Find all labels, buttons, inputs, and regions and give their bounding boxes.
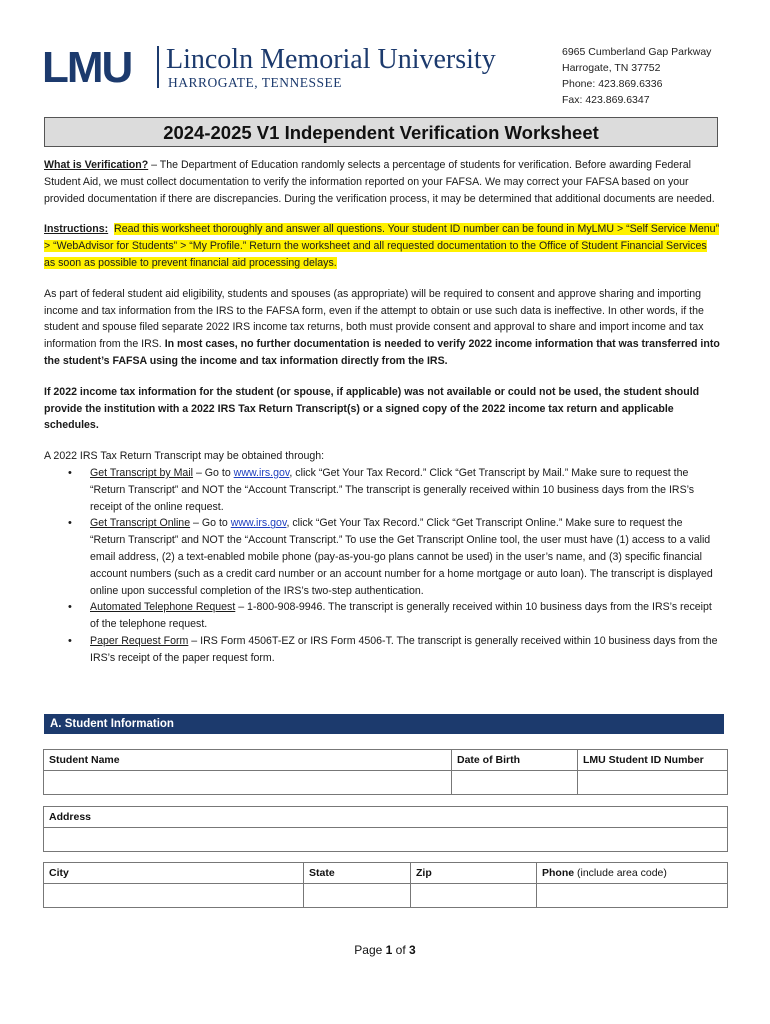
telephone-option-text: – 1-800-908-9946. The transcript is generally received within 10 business days from the IRS’s receipt of the telephone request. [90, 601, 712, 631]
online-option-text: , click “Get Your Tax Record.” Click “Get Transcript Online.” Make sure to request the “Return Transcript” and NOT the “Account Transcript.” To use the Get Transcript Online tool, the user must have (1) access to a valid email address, (2) a text-enabled mobile phone (pay-as-you-go plans cannot be used) in the user’s name, and (3) specific financial account numbers (such as a credit card number or an account number for a home mortgage or auto loan). The transcript is displayed online upon successful completion of the IRS’s two-step authentication. [90, 517, 713, 597]
instructions-label: Instructions: [44, 223, 109, 236]
list-item [90, 599, 720, 633]
verification-text: – The Department of Education randomly selects a percentage of students for verification. Before awarding Federal Student Aid, we must collect documentation to verify the information reported on your FAFSA. We may correct your FAFSA based on your provided documentation if there are discrepancies. During the verification process, it may be determined that additional documents are needed. [44, 159, 715, 205]
city-state-table [43, 862, 728, 908]
verification-label: What is Verification? [44, 159, 149, 171]
phone-label-text: Phone [542, 867, 575, 879]
address-label: Address [44, 807, 728, 828]
state-field[interactable] [304, 884, 411, 908]
paper-option-text: – IRS Form 4506T-EZ or IRS Form 4506-T. The transcript is generally received within 10 business days from the IRS’s receipt of the paper request form. [90, 634, 718, 664]
student-id-field[interactable] [578, 771, 728, 795]
transcript-intro: A 2022 IRS Tax Return Transcript may be obtained through: [44, 450, 325, 463]
zip-label: Zip [411, 863, 537, 884]
phone-number: Phone: 423.869.6336 [562, 78, 663, 90]
city-label: City [44, 863, 304, 884]
letterhead [42, 40, 732, 110]
student-id-label: LMU Student ID Number [578, 750, 728, 771]
fax-number: Fax: 423.869.6347 [562, 94, 650, 106]
student-name-table [43, 749, 728, 795]
page-of: of [392, 943, 410, 957]
worksheet-title: 2024-2025 V1 Independent Verification Worksheet [44, 117, 718, 147]
phone-label-note: (include area code) [574, 867, 667, 879]
worksheet-body [44, 157, 720, 667]
address-line-1: 6965 Cumberland Gap Parkway [562, 46, 712, 58]
online-goto-text: – Go to [190, 517, 231, 530]
date-of-birth-field[interactable] [452, 771, 578, 795]
address-line-2: Harrogate, TN 37752 [562, 62, 661, 74]
city-field[interactable] [44, 884, 304, 908]
mail-goto-text: – Go to [193, 466, 234, 479]
irs-gov-link[interactable]: www.irs.gov [233, 466, 290, 479]
consent-paragraph [44, 286, 720, 370]
verification-paragraph [44, 157, 720, 207]
lmu-logo-mark: LMU [42, 43, 132, 92]
irs-gov-link[interactable]: www.irs.gov [230, 517, 287, 530]
transcript-options-list [44, 465, 720, 667]
list-item [90, 465, 720, 515]
university-location: HARROGATE, TENNESSEE [168, 75, 343, 90]
instructions-text: Read this worksheet thoroughly and answer all questions. Your student ID number can be found in MyLMU > “Self Service Menu” > “WebAdvisor for Students” > “My Profile.” Return the worksheet and all requested documentation to the Office of Student Financial Services as soon as possible to prevent financial aid processing delays. [44, 223, 720, 269]
consent-bold-text: In most cases, no further documentation is needed to verify 2022 income information that was transferred into the student’s FAFSA using the income and tax information directly from the IRS. [44, 338, 720, 367]
instructions-paragraph [44, 221, 720, 271]
section-a-header: A. Student Information [44, 714, 724, 734]
contact-address [562, 44, 711, 108]
logo-divider [157, 46, 159, 88]
zip-field[interactable] [411, 884, 537, 908]
transcript-requirement-paragraph: If 2022 income tax information for the student (or spouse, if applicable) was not available or could not be used, the student should provide the institution with a 2022 IRS Tax Return Transcript(s) or a signed copy of the 2022 income tax return and applicable schedules. [44, 385, 700, 432]
address-field[interactable] [44, 828, 728, 852]
university-name: Lincoln Memorial University [166, 44, 496, 75]
mail-option-text: , click “Get Your Tax Record.” Click “Get Transcript by Mail.” Make sure to request the “Return Transcript” and NOT the “Account Transcript.” The transcript is generally received within 10 business days from the IRS’s receipt of the online request. [90, 466, 695, 513]
page-current: 1 [385, 943, 393, 957]
address-table [43, 806, 728, 852]
get-transcript-by-mail-label: Get Transcript by Mail [90, 466, 194, 479]
student-name-label: Student Name [44, 750, 452, 771]
page-prefix: Page [354, 943, 386, 957]
paper-request-label: Paper Request Form [90, 634, 189, 647]
telephone-request-label: Automated Telephone Request [90, 601, 236, 614]
state-label: State [304, 863, 411, 884]
list-item [90, 633, 720, 667]
page-footer [0, 943, 770, 957]
date-of-birth-label: Date of Birth [452, 750, 578, 771]
list-item [90, 515, 720, 599]
phone-field[interactable] [537, 884, 728, 908]
consent-text: As part of federal student aid eligibility, students and spouses (as appropriate) will be required to consent and approve sharing and importing income and tax information from the IRS to the FAFSA form, even if the attempt to obtain or use such data is ineffective. In other words, if the student and spouse filed separate 2022 IRS income tax returns, both must provide consent and approval to share and import income and tax information from the IRS. [44, 287, 704, 351]
get-transcript-online-label: Get Transcript Online [90, 517, 191, 530]
student-name-field[interactable] [44, 771, 452, 795]
page-total: 3 [409, 943, 416, 957]
phone-label [537, 863, 728, 884]
